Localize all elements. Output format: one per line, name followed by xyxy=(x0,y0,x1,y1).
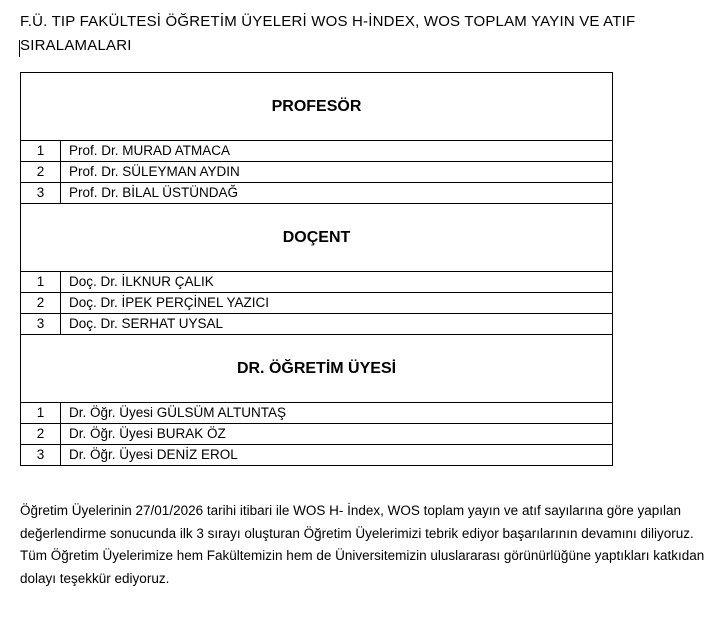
table-row xyxy=(21,141,613,162)
section-heading-profesor: PROFESÖR xyxy=(21,73,613,141)
footer-paragraph: Öğretim Üyelerinin 27/01/2026 tarihi itibari ile WOS H- İndex, WOS toplam yayın ve atıf sayılarına göre yapılan değerlendirme sonucunda ilk 3 sırayı oluşturan Öğretim Üyelerimizi tebrik ediyor başarılarının devamını diliyoruz. Tüm Öğretim Üyelerimize hem Fakültemizin hem de Üniversitemizin uluslararası görünürlüğüne yaptıkları katkıdan dolayı teşekkür ediyoruz. xyxy=(20,503,705,586)
text-cursor xyxy=(19,40,20,57)
rank-cell: 2 xyxy=(21,162,61,183)
name-cell: Doç. Dr. SERHAT UYSAL xyxy=(61,314,613,335)
table-row xyxy=(21,272,613,293)
name-cell: Doç. Dr. İLKNUR ÇALIK xyxy=(61,272,613,293)
rank-cell: 3 xyxy=(21,445,61,466)
table-row xyxy=(21,314,613,335)
name-cell: Prof. Dr. SÜLEYMAN AYDIN xyxy=(61,162,613,183)
name-cell: Dr. Öğr. Üyesi GÜLSÜM ALTUNTAŞ xyxy=(61,403,613,424)
rank-cell: 1 xyxy=(21,272,61,293)
section-heading-dr-ogretim-uyesi: DR. ÖĞRETİM ÜYESİ xyxy=(21,335,613,403)
rank-cell: 2 xyxy=(21,424,61,445)
table-row xyxy=(21,403,613,424)
table-row xyxy=(21,162,613,183)
name-cell: Dr. Öğr. Üyesi BURAK ÖZ xyxy=(61,424,613,445)
table-row xyxy=(21,293,613,314)
section-heading-docent: DOÇENT xyxy=(21,204,613,272)
name-cell: Prof. Dr. BİLAL ÜSTÜNDAĞ xyxy=(61,183,613,204)
section-header-row xyxy=(21,335,613,403)
rank-cell: 2 xyxy=(21,293,61,314)
name-cell: Prof. Dr. MURAD ATMACA xyxy=(61,141,613,162)
name-cell: Dr. Öğr. Üyesi DENİZ EROL xyxy=(61,445,613,466)
section-header-row xyxy=(21,73,613,141)
table-row xyxy=(21,424,613,445)
table-row xyxy=(21,183,613,204)
rank-cell: 1 xyxy=(21,403,61,424)
rank-cell: 3 xyxy=(21,314,61,335)
document-title: F.Ü. TIP FAKÜLTESİ ÖĞRETİM ÜYELERİ WOS H-İNDEX, WOS TOPLAM YAYIN VE ATIF SIRALAMALARI xyxy=(20,13,636,54)
section-header-row xyxy=(21,204,613,272)
rank-cell: 1 xyxy=(21,141,61,162)
ranking-table xyxy=(20,72,613,466)
name-cell: Doç. Dr. İPEK PERÇİNEL YAZICI xyxy=(61,293,613,314)
table-row xyxy=(21,445,613,466)
rank-cell: 3 xyxy=(21,183,61,204)
